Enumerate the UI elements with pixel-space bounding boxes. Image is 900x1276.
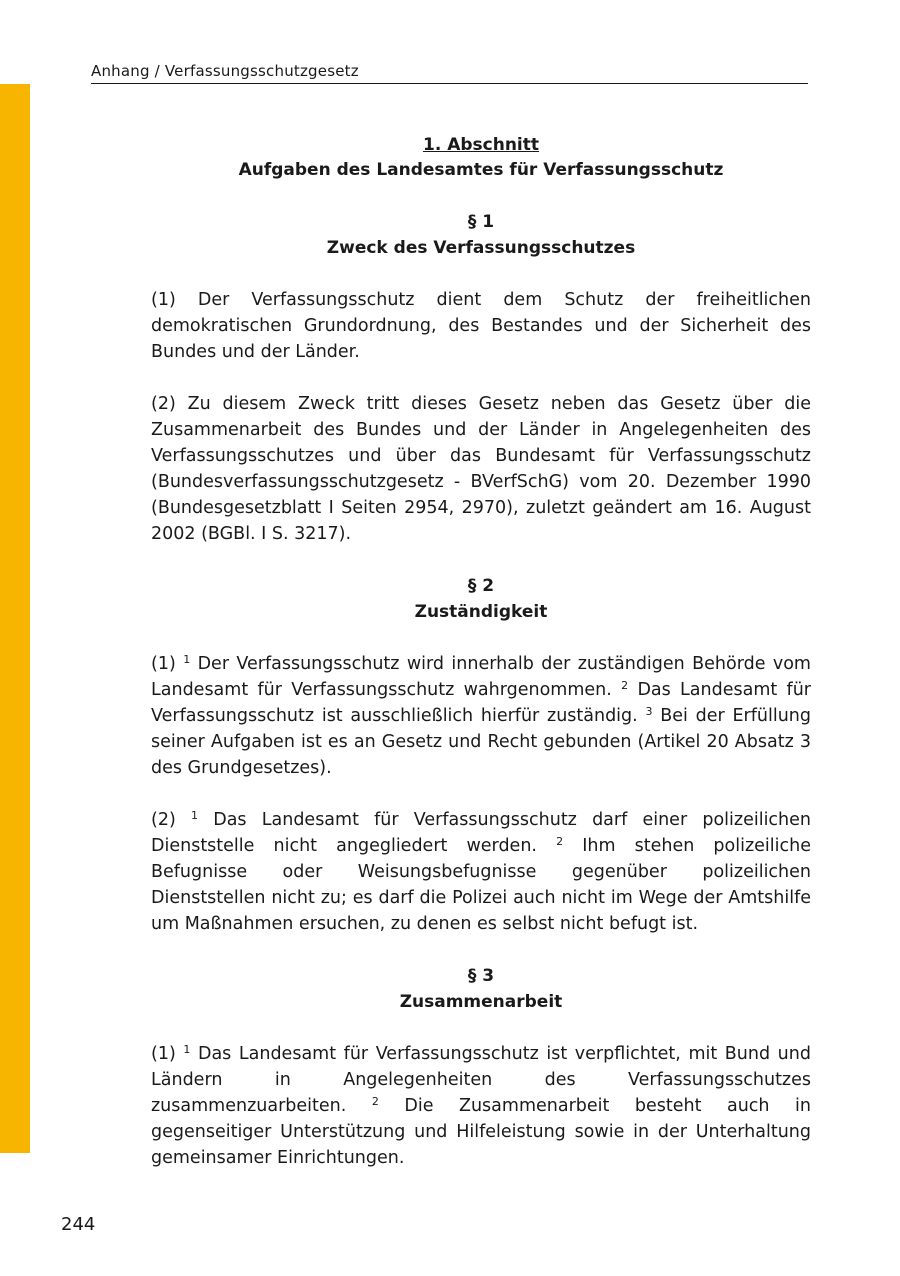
sentence-text: Der Verfassungsschutz wird innerhalb der zuständigen Behörde vom Landesamt für Verfassungsschutz wahrgenommen. bbox=[151, 654, 811, 700]
clause-label: (1) bbox=[151, 654, 176, 674]
paragraph-symbol: § 1 bbox=[467, 212, 495, 232]
sentence-number: 1 bbox=[183, 1043, 191, 1056]
clause-label: (2) bbox=[151, 810, 176, 830]
sentence-number: 2 bbox=[371, 1095, 379, 1108]
sentence-text: Das Landesamt für Verfassungsschutz ist verpflichtet, mit Bund und Ländern in Angelegenheiten des Verfassungsschutzes zusammenzuarbeiten. bbox=[151, 1044, 811, 1116]
page-body bbox=[151, 133, 811, 1171]
paragraph-title: Zweck des Verfassungsschutzes bbox=[326, 238, 636, 258]
sentence-text: Das Landesamt für Verfassungsschutz ist ausschließlich hierfür zuständig. bbox=[151, 680, 811, 726]
sentence-number: 3 bbox=[645, 705, 653, 718]
sentence-text: Die Zusammenarbeit besteht auch in gegenseitiger Unterstützung und Hilfeleistung sowie in der Unterhaltung gemeinsamer Einrichtungen. bbox=[151, 1096, 811, 1168]
running-header: Anhang / Verfassungsschutzgesetz bbox=[91, 60, 808, 84]
paragraph-symbol: § 3 bbox=[467, 966, 495, 986]
sentence-number: 2 bbox=[556, 835, 564, 848]
clause bbox=[151, 651, 811, 781]
chapter-color-bar bbox=[0, 84, 30, 1153]
paragraph-1-heading bbox=[151, 209, 811, 261]
paragraph-symbol: § 2 bbox=[467, 576, 495, 596]
page-number: 244 bbox=[61, 1214, 96, 1235]
sentence-number: 1 bbox=[191, 809, 199, 822]
paragraph-2-heading bbox=[151, 573, 811, 625]
section-title: Aufgaben des Landesamtes für Verfassungsschutz bbox=[238, 160, 724, 180]
clause-label: (1) bbox=[151, 1044, 176, 1064]
sentence-number: 1 bbox=[183, 653, 191, 666]
section-heading bbox=[151, 133, 811, 183]
clause bbox=[151, 1041, 811, 1171]
sentence-number: 2 bbox=[621, 679, 629, 692]
clause-text: (1) Der Verfassungsschutz dient dem Schutz der freiheitlichen demokratischen Grundordnung, des Bestandes und der Sicherheit des Bundes und der Länder. bbox=[151, 290, 811, 362]
paragraph-title: Zuständigkeit bbox=[414, 602, 548, 622]
paragraph-3-heading bbox=[151, 963, 811, 1015]
sentence-text: Ihm stehen polizeiliche Befugnisse oder Weisungsbefugnisse gegenüber polizeilichen Dienststellen nicht zu; es darf die Polizei auch nicht im Wege der Amtshilfe um Maßnahmen ersuchen, zu denen es selbst nicht befugt ist. bbox=[151, 836, 811, 934]
clause-text: (2) Zu diesem Zweck tritt dieses Gesetz neben das Gesetz über die Zusammenarbeit des Bundes und der Länder in Angelegenheiten des Verfassungsschutzes und über das Bundesamt für Verfassungsschutz (Bundesverfassungsschutzgesetz - BVerfSchG) vom 20. Dezember 1990 (Bundesgesetzblatt I Seiten 2954, 2970), zuletzt geändert am 16. August 2002 (BGBl. I S. 3217). bbox=[151, 394, 811, 544]
sentence-text: Bei der Erfüllung seiner Aufgaben ist es an Gesetz und Recht gebunden (Artikel 20 Absatz 3 des Grundgesetzes). bbox=[151, 706, 811, 778]
paragraph-title: Zusammenarbeit bbox=[399, 992, 563, 1012]
section-number: 1. Abschnitt bbox=[422, 135, 539, 155]
sentence-text: Das Landesamt für Verfassungsschutz darf einer polizeilichen Dienststelle nicht angegliedert werden. bbox=[151, 810, 811, 856]
clause bbox=[151, 807, 811, 937]
